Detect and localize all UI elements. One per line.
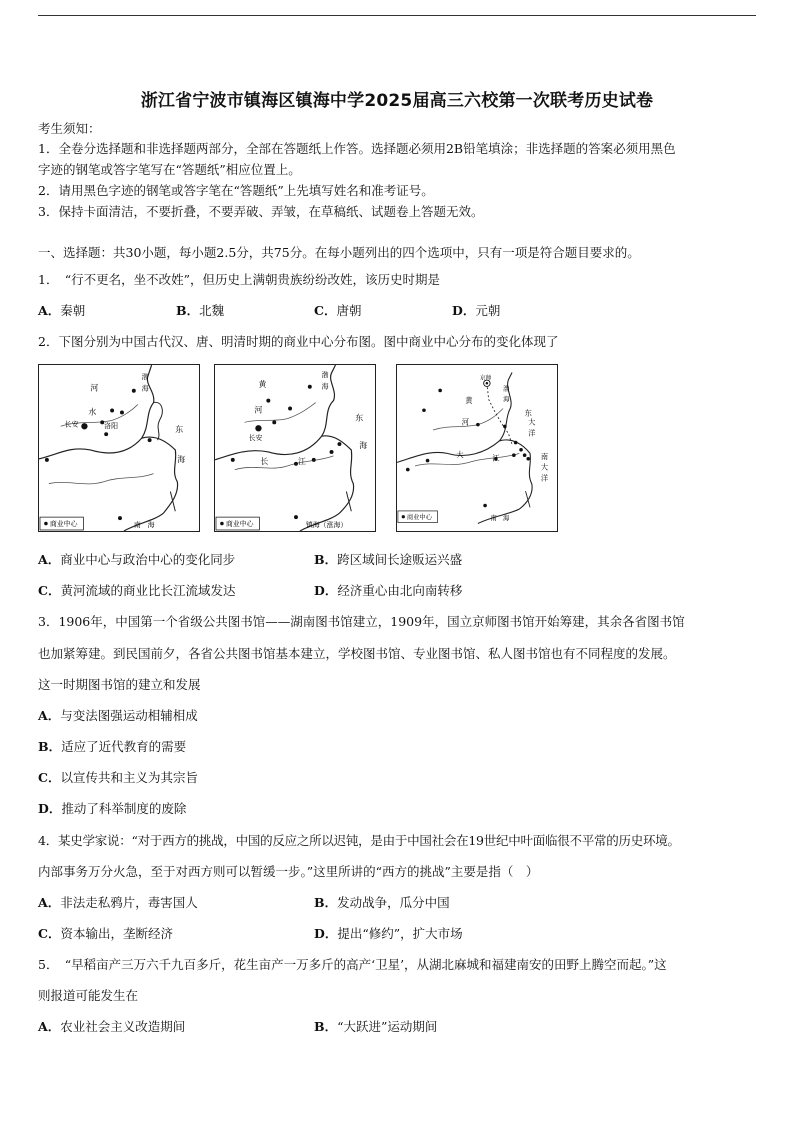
q3-option-a[interactable]: A．与变法图强运动相辅相成: [38, 708, 198, 723]
map3-label-da3: 大: [456, 449, 464, 459]
q4-option-b[interactable]: B．发动战争，瓜分中国: [314, 895, 450, 910]
map2-label-bo: 渤: [321, 370, 329, 379]
map-han: [38, 364, 200, 532]
notice-line-2: 2．请用黑色字迹的钢笔或答字笔在“答题纸”上先填写姓名和准考证号。: [38, 183, 434, 198]
q1-option-c[interactable]: C．唐朝: [314, 303, 362, 318]
q2-option-b[interactable]: B．跨区域间长途贩运兴盛: [314, 552, 463, 567]
map1-label-dong: 东: [175, 425, 184, 435]
notice-heading: 考生须知：: [38, 121, 101, 136]
q4-stem-2: 内部事务万分火急，至于对西方则可以暂缓一步。”这里所讲的“西方的挑战”主要是指（ ）: [38, 864, 539, 879]
q3-stem-2: 也加紧筹建。到民国前夕，各省公共图书馆基本建立，学校图书馆、专业图书馆、私人图书馆也有不同程度的发展。: [38, 646, 676, 661]
map2-label-hai1: 海: [321, 382, 329, 391]
q3-stem-3: 这一时期图书馆的建立和发展: [38, 677, 201, 692]
map3-label-da: 大: [528, 417, 536, 427]
map-mingqing: [396, 364, 558, 532]
map2-label-nanhai: 镇海（涨海）: [305, 521, 348, 530]
map2-label-jiang: 江: [297, 456, 306, 466]
map2-label-hai2: 海: [359, 441, 368, 450]
map3-label-dong: 东: [524, 408, 532, 418]
map3-label-jingshi: 京师: [479, 375, 492, 382]
q5-stem-1: 5． “早稻亩产三万六千九百多斤，花生亩产一万多斤的高产‘卫星’，从湖北麻城和福建南安的田野上腾空而起。”这: [38, 957, 667, 972]
q2-option-c[interactable]: C．黄河流域的商业比长江流域发达: [38, 583, 236, 598]
q1-stem: 1． “行不更名，坐不改姓”，但历史上满朝贵族纷纷改姓，该历史时期是: [38, 272, 440, 287]
map1-label-nanhai: 南 海: [133, 521, 155, 530]
map3-label-bo: 渤: [503, 385, 510, 393]
map1-label-shui: 水: [88, 407, 97, 417]
q2-map-figure: [38, 364, 574, 534]
notice-line-1: 1．全卷分选择题和非选择题两部分，全部在答题纸上作答。选择题必须用2B铅笔填涂；非选择题的答案必须用黑色: [38, 141, 676, 156]
map2-label-changan: 长安: [248, 434, 263, 443]
map3-legend: 商业中心: [406, 514, 433, 522]
q2-option-d[interactable]: D．经济重心由北向南转移: [314, 583, 463, 598]
q1-option-b[interactable]: B．北魏: [176, 303, 225, 318]
map2-label-chang: 长: [260, 456, 269, 466]
q4-option-c[interactable]: C．资本输出，垄断经济: [38, 926, 173, 941]
map3-label-he: 河: [461, 417, 469, 427]
map3-label-huang: 黄: [465, 396, 473, 406]
page-title: 浙江省宁波市镇海区镇海中学2025届高三六校第一次联考历史试卷: [140, 91, 654, 111]
map1-label-changan: 长安: [64, 420, 79, 429]
map1-label-luoyang: 洛阳: [104, 422, 119, 431]
q3-option-c[interactable]: C．以宣传共和主义为其宗旨: [38, 770, 198, 785]
map3-label-yang2: 洋: [540, 473, 549, 483]
map3-label-nan: 南: [540, 451, 549, 461]
q5-option-b[interactable]: B．“大跃进”运动期间: [314, 1019, 438, 1034]
q3-stem-1: 3．1906年，中国第一个省级公共图书馆——湖南图书馆建立，1909年，国立京师图书馆开始筹建，其余各省图书馆: [38, 614, 685, 629]
q4-option-a[interactable]: A．非法走私鸦片，毒害国人: [38, 895, 198, 910]
map1-label-hai2: 海: [177, 454, 186, 464]
q3-option-b[interactable]: B．适应了近代教育的需要: [38, 739, 187, 754]
han-changan-dot: [81, 423, 87, 429]
q3-option-d[interactable]: D．推动了科举制度的废除: [38, 801, 187, 816]
map2-label-he: 河: [254, 405, 263, 415]
map3-label-da2: 大: [540, 462, 549, 472]
q4-stem-1: 4．某史学家说：“对于西方的挑战，中国的反应之所以迟钝，是由于中国社会在19世纪中叶面临很不平常的历史环境。: [38, 833, 680, 848]
header-rule: [38, 15, 756, 16]
map3-label-hai1: 海: [503, 396, 510, 404]
map1-label-hai1: 海: [141, 384, 149, 393]
section-heading: 一、选择题：共30小题，每小题2.5分，共75分。在每小题列出的四个选项中，只有一项是符合题目要求的。: [38, 245, 640, 260]
map-tang: [214, 364, 376, 532]
map1-label-bo: 渤: [141, 372, 149, 381]
map3-label-yang1: 洋: [528, 428, 536, 438]
notice-line-3: 3．保持卡面清洁，不要折叠，不要弄破、弄皱，在草稿纸、试题卷上答题无效。: [38, 204, 484, 219]
map3-label-jiang: 江: [492, 453, 500, 463]
map2-label-huang: 黄: [258, 379, 267, 389]
q5-option-a[interactable]: A．农业社会主义改造期间: [38, 1019, 186, 1034]
q1-option-a[interactable]: A．秦朝: [38, 303, 86, 318]
q5-stem-2: 则报道可能发生在: [38, 988, 139, 1003]
map1-legend: 商业中心: [49, 520, 78, 529]
notice-line-1b: 字迹的钢笔或答字笔写在“答题纸”相应位置上。: [38, 162, 301, 177]
map1-label-he: 河: [90, 383, 99, 393]
q4-option-d[interactable]: D．提出“修约”，扩大市场: [314, 926, 463, 941]
map2-label-dong: 东: [355, 413, 364, 423]
map2-legend: 商业中心: [225, 520, 254, 529]
q1-option-d[interactable]: D．元朝: [452, 303, 501, 318]
q2-stem: 2．下图分别为中国古代汉、唐、明清时期的商业中心分布图。图中商业中心分布的变化体现了: [38, 334, 559, 349]
map3-label-nanhai: 南 海: [490, 514, 510, 522]
q2-option-a[interactable]: A．商业中心与政治中心的变化同步: [38, 552, 236, 567]
